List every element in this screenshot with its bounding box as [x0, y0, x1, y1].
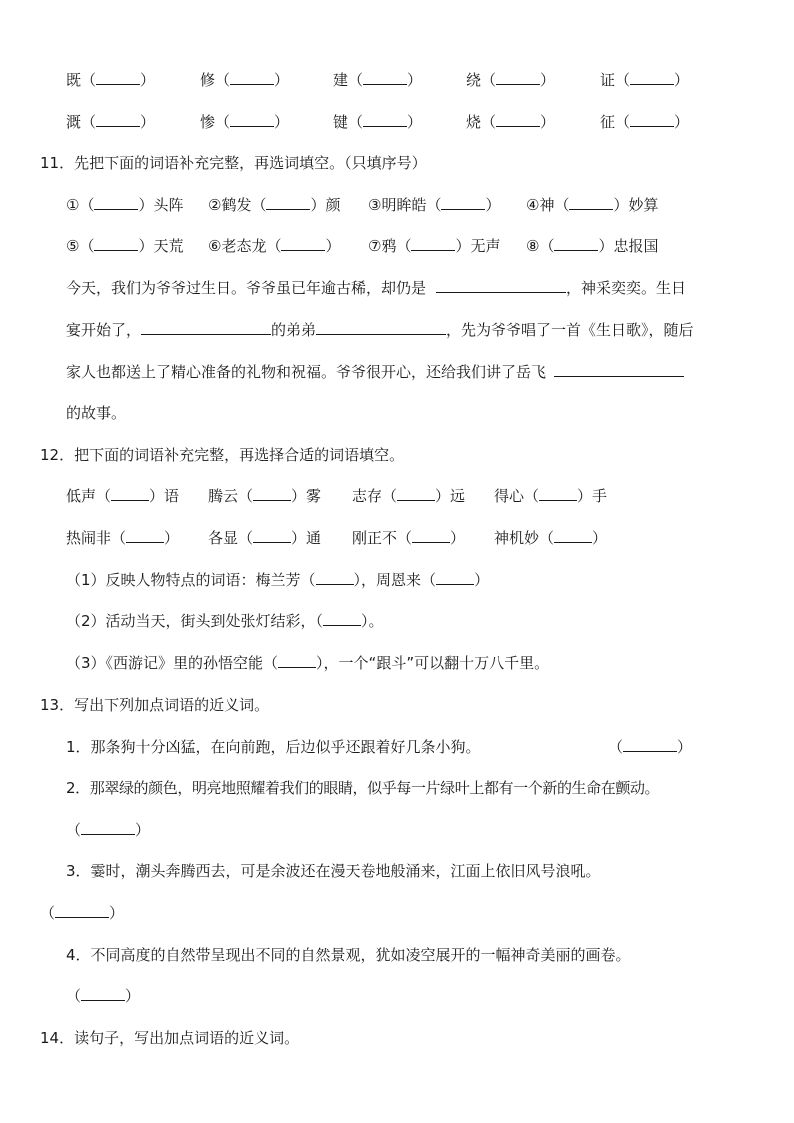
- answer-blank[interactable]: [253, 486, 291, 501]
- answer-blank[interactable]: [363, 70, 407, 85]
- idiom-item: ⑧（ ）忠报国: [526, 237, 659, 255]
- question-13-title: 13．写出下列加点词语的近义词。: [40, 696, 270, 714]
- answer-blank[interactable]: [94, 195, 138, 210]
- word-item: 低声（ ）语: [66, 487, 180, 505]
- sub-question-2: （2）活动当天，街头到处张灯结彩，（ ）。: [66, 612, 384, 630]
- answer-blank[interactable]: [81, 986, 125, 1001]
- char-item: 惨（ ）: [200, 113, 290, 131]
- idiom-item: ③明眸皓（ ）: [368, 196, 501, 214]
- question-14-title: 14．读句子，写出加点词语的近义词。: [40, 1029, 300, 1047]
- char-item: 烧（ ）: [466, 113, 556, 131]
- idiom-item: ⑥老态龙（ ）: [208, 237, 341, 255]
- answer-blank[interactable]: [96, 112, 140, 127]
- answer-underline[interactable]: [316, 320, 446, 335]
- char-item: 证（ ）: [600, 71, 690, 89]
- answer-blank[interactable]: [316, 570, 354, 585]
- answer-blank[interactable]: [630, 70, 674, 85]
- answer-blank[interactable]: [55, 903, 109, 918]
- answer-blank[interactable]: [111, 486, 149, 501]
- answer-blank[interactable]: [554, 236, 598, 251]
- answer-underline[interactable]: [436, 278, 566, 293]
- answer-blank[interactable]: [412, 528, 450, 543]
- passage-line-2: 宴开始了， 的弟弟 ，先为爷爷唱了一首《生日歌》，随后: [66, 321, 694, 339]
- answer-blank[interactable]: [554, 528, 592, 543]
- answer-blank[interactable]: [623, 737, 677, 752]
- answer-blank[interactable]: [81, 820, 135, 835]
- idiom-item: ⑦鸦（ ）无声: [368, 237, 501, 255]
- answer-blank[interactable]: [323, 611, 361, 626]
- answer-blank[interactable]: [94, 236, 138, 251]
- word-item: 得心（ ）手: [494, 487, 608, 505]
- item-1-answer: （ ）: [608, 738, 693, 756]
- item-3-answer: （ ）: [40, 904, 125, 922]
- char-item: 修（ ）: [200, 71, 290, 89]
- answer-underline[interactable]: [554, 362, 684, 377]
- answer-blank[interactable]: [230, 112, 274, 127]
- char-item: 溉（ ）: [66, 113, 156, 131]
- char-item: 征（ ）: [600, 113, 690, 131]
- question-11-title: 11．先把下面的词语补充完整，再选词填空。（只填序号）: [40, 154, 427, 172]
- answer-blank[interactable]: [569, 195, 613, 210]
- idiom-item: ①（ ）头阵: [66, 196, 184, 214]
- answer-blank[interactable]: [496, 112, 540, 127]
- sub-question-1: （1）反映人物特点的词语：梅兰芳（ ），周恩来（ ）: [66, 571, 490, 589]
- item-1-sentence: 1．那条狗十分凶猛，在向前跑，后边似乎还跟着好几条小狗。: [66, 738, 481, 756]
- passage-line-3: 家人也都送上了精心准备的礼物和祝福。爷爷很开心，还给我们讲了岳飞: [66, 362, 684, 382]
- idiom-item: ④神（ ）妙算: [526, 196, 659, 214]
- answer-blank[interactable]: [441, 195, 485, 210]
- word-item: 神机妙（ ）: [494, 529, 608, 547]
- char-item: 键（ ）: [333, 113, 423, 131]
- answer-blank[interactable]: [539, 486, 577, 501]
- answer-blank[interactable]: [397, 486, 435, 501]
- item-4-answer: （ ）: [66, 987, 141, 1005]
- answer-blank[interactable]: [96, 70, 140, 85]
- word-item: 腾云（ ）雾: [208, 487, 322, 505]
- idiom-item: ⑤（ ）天荒: [66, 237, 184, 255]
- char-item: 既（ ）: [66, 71, 156, 89]
- word-item: 各显（ ）通: [208, 529, 322, 547]
- item-2-sentence: 2．那翠绿的颜色，明亮地照耀着我们的眼睛，似乎每一片绿叶上都有一个新的生命在颤动。: [66, 779, 660, 797]
- answer-blank[interactable]: [496, 70, 540, 85]
- item-2-answer: （ ）: [66, 821, 151, 839]
- answer-blank[interactable]: [266, 195, 310, 210]
- idiom-item: ②鹤发（ ）颜: [208, 196, 341, 214]
- question-12-title: 12．把下面的词语补充完整，再选择合适的词语填空。: [40, 446, 405, 464]
- sub-question-3: （3）《西游记》里的孙悟空能（ ），一个“跟斗”可以翻十万八千里。: [66, 654, 550, 672]
- answer-blank[interactable]: [281, 236, 325, 251]
- answer-blank[interactable]: [436, 570, 474, 585]
- answer-blank[interactable]: [411, 236, 455, 251]
- answer-blank[interactable]: [363, 112, 407, 127]
- item-3-sentence: 3．霎时，潮头奔腾西去，可是余波还在漫天卷地般涌来，江面上依旧风号浪吼。: [66, 862, 601, 880]
- answer-blank[interactable]: [230, 70, 274, 85]
- char-item: 建（ ）: [333, 71, 423, 89]
- answer-blank[interactable]: [278, 653, 316, 668]
- char-item: 绕（ ）: [466, 71, 556, 89]
- answer-blank[interactable]: [253, 528, 291, 543]
- item-4-sentence: 4．不同高度的自然带呈现出不同的自然景观，犹如凌空展开的一幅神奇美丽的画卷。: [66, 946, 631, 964]
- answer-blank[interactable]: [126, 528, 164, 543]
- passage-line-1: 今天，我们为爷爷过生日。爷爷虽已年逾古稀，却仍是 ，神采奕奕。生日: [66, 279, 687, 297]
- word-item: 志存（ ）远: [352, 487, 466, 505]
- answer-underline[interactable]: [141, 320, 271, 335]
- passage-line-4: 的故事。: [66, 404, 127, 422]
- answer-blank[interactable]: [630, 112, 674, 127]
- word-item: 热闹非（ ）: [66, 529, 180, 547]
- word-item: 刚正不（ ）: [352, 529, 466, 547]
